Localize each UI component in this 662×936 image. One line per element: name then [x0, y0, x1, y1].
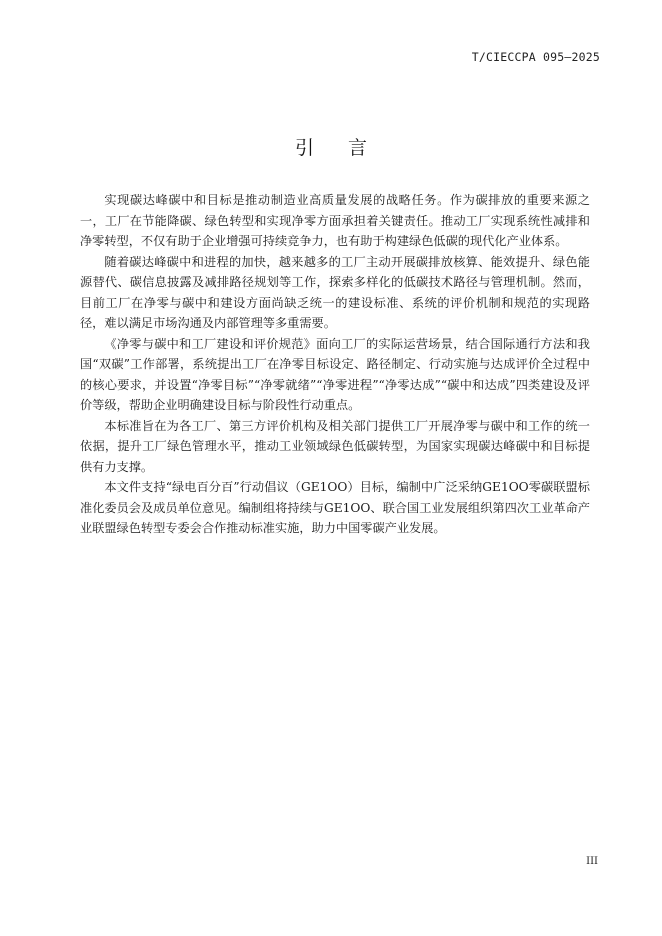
paragraph: 本文件支持“绿电百分百”行动倡议（GE1OO）目标，编制中广泛采纳GE1OO零碳联盟标准化委员会及成员单位意见。编制组将持续与GE1OO、联合国工业发展组织第四次工业革命产业联盟绿色转型专委会合作推动标准实施，助力中国零碳产业发展。	[80, 480, 590, 535]
paragraph: 随着碳达峰碳中和进程的加快，越来越多的工厂主动开展碳排放核算、能效提升、绿色能源替代、碳信息披露及减排路径规划等工作，探索多样化的低碳技术路径与管理机制。然而，目前工厂在净零与碳中和建设方面尚缺乏统一的建设标准、系统的评价机制和规范的实现路径，难以满足市场沟通及内部管理等多重需要。	[80, 254, 590, 330]
document-body	[80, 190, 590, 539]
page-number: III	[586, 856, 598, 867]
section-title: 引言	[294, 137, 401, 159]
paragraph: 实现碳达峰碳中和目标是推动制造业高质量发展的战略任务。作为碳排放的重要来源之一，工厂在节能降碳、绿色转型和实现净零方面承担着关键责任。推动工厂实现系统性减排和净零转型，不仅有助于企业增强可持续竞争力，也有助于构建绿色低碳的现代化产业体系。	[80, 193, 590, 248]
paragraph: 《净零与碳中和工厂建设和评价规范》面向工厂的实际运营场景，结合国际通行方法和我国“双碳”工作部署，系统提出工厂在净零目标设定、路径制定、行动实施与达成评价全过程中的核心要求，并设置“净零目标”“净零就绪”“净零进程”“净零达成”“碳中和达成”四类建设及评价等级，帮助企业明确建设目标与阶段性行动重点。	[80, 336, 590, 412]
document-code: T/CIECCPA 095—2025	[471, 50, 600, 64]
paragraph: 本标准旨在为各工厂、第三方评价机构及相关部门提供工厂开展净零与碳中和工作的统一依据，提升工厂绿色管理水平，推动工业领域绿色低碳转型，为国家实现碳达峰碳中和目标提供有力支撑。	[80, 418, 590, 474]
